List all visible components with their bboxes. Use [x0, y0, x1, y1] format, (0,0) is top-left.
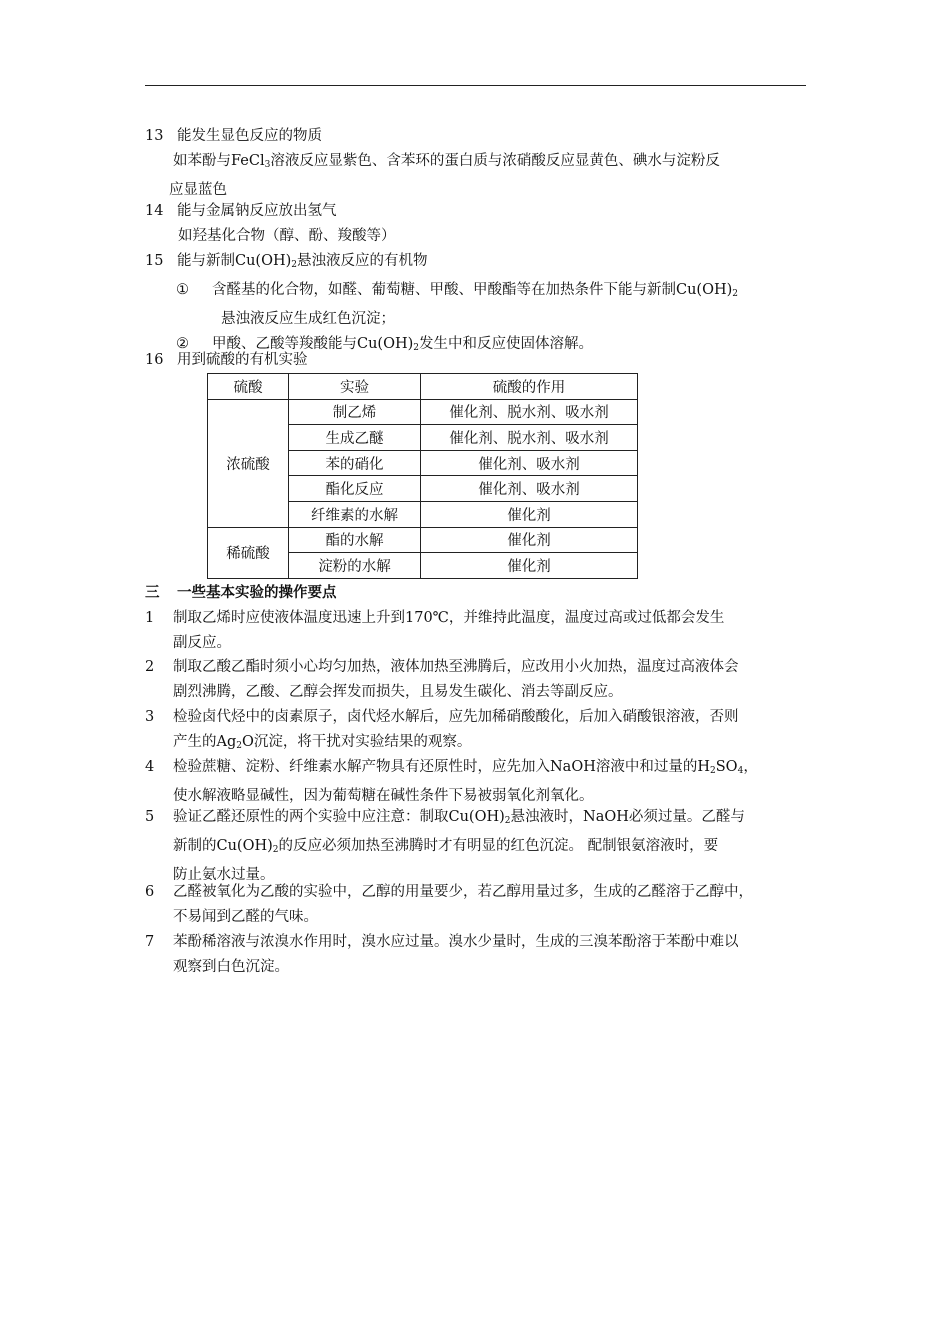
item-text: 新制的Cu(OH): [173, 838, 273, 854]
table-cell: 制乙烯: [289, 399, 421, 425]
op-item-6: [145, 880, 817, 930]
item-title: 悬浊液反应的有机物: [297, 253, 428, 269]
column-header: 硫酸的作用: [421, 374, 638, 400]
op-item-5: [145, 805, 817, 888]
subscript: 3: [264, 160, 271, 170]
table-cell: 催化剂、吸水剂: [421, 450, 638, 476]
table-cell: 催化剂、吸水剂: [421, 476, 638, 502]
item-number: 5: [145, 809, 155, 825]
item-text: 验证乙醛还原性的两个实验中应注意：制取Cu(OH): [173, 809, 505, 825]
item-text: ，: [743, 759, 758, 775]
subscript: 2: [732, 289, 739, 299]
table-header-row: [208, 374, 638, 400]
table-cell: 酯的水解: [289, 527, 421, 553]
item-13: [145, 124, 815, 203]
item-title: 能与新制Cu(OH): [177, 253, 292, 269]
item-number: 16: [145, 352, 164, 368]
item-text: 剧烈沸腾，乙酸、乙醇会挥发而损失，且易发生碳化、消去等副反应。: [173, 684, 623, 700]
column-header: 实验: [289, 374, 421, 400]
item-text: SO: [715, 759, 738, 775]
section-number: 三: [145, 584, 160, 601]
item-text: 如羟基化合物（醇、酚、羧酸等）: [178, 228, 396, 244]
subscript: 2: [413, 343, 420, 353]
item-text: 观察到白色沉淀。: [173, 959, 289, 975]
item-text: 使水解液略显碱性，因为葡萄糖在碱性条件下易被弱氧化剂氧化。: [173, 788, 594, 804]
item-15: [145, 249, 815, 361]
table-cell: 淀粉的水解: [289, 553, 421, 579]
item-text: 检验蔗糖、淀粉、纤维素水解产物具有还原性时，应先加入NaOH溶液中和过量的H: [173, 759, 711, 775]
sulfuric-acid-table: [207, 373, 638, 579]
item-text: 苯酚稀溶液与浓溴水作用时，溴水应过量。溴水少量时，生成的三溴苯酚溶于苯酚中难以: [173, 934, 739, 950]
op-item-1: [145, 606, 817, 656]
table-row: [208, 527, 638, 553]
subscript: 2: [710, 766, 716, 776]
group-cell-dilute: 稀硫酸: [208, 527, 289, 578]
item-text: 发生中和反应使固体溶解。: [419, 336, 594, 352]
subscript: 4: [737, 766, 744, 776]
item-text: 防止氨水过量。: [173, 867, 275, 883]
item-text: 如苯酚与FeCl: [173, 153, 265, 169]
item-number: 7: [145, 934, 155, 950]
circled-number: ②: [176, 336, 189, 352]
item-number: 4: [145, 759, 155, 775]
item-title: 用到硫酸的有机实验: [177, 352, 308, 368]
table-cell: 催化剂、脱水剂、吸水剂: [421, 425, 638, 451]
table-cell: 生成乙醚: [289, 425, 421, 451]
item-text: 产生的Ag: [173, 734, 237, 750]
table-cell: 催化剂、脱水剂、吸水剂: [421, 399, 638, 425]
item-text: 制取乙烯时应使液体温度迅速上升到170℃，并维持此温度，温度过高或过低都会发生: [173, 610, 725, 626]
section-title: 一些基本实验的操作要点: [177, 584, 337, 601]
subscript: 2: [272, 845, 279, 855]
item-number: 14: [145, 203, 164, 219]
item-text: 乙醛被氧化为乙酸的实验中，乙醇的用量要少，若乙醇用量过多，生成的乙醛溶于乙醇中，: [173, 884, 753, 900]
table-row: [208, 399, 638, 425]
section-heading: [145, 580, 815, 605]
item-number: 1: [145, 610, 155, 626]
item-text: 含醛基的化合物，如醛、葡萄糖、甲酸、甲酸酯等在加热条件下能与新制Cu(OH): [212, 282, 733, 298]
item-text: 悬浊液时，NaOH必须过量。乙醛与: [510, 809, 745, 825]
item-text: 应显蓝色: [169, 182, 227, 198]
item-title: 能与金属钠反应放出氢气: [177, 203, 337, 219]
item-16: [145, 348, 815, 373]
item-number: 13: [145, 128, 164, 144]
item-text: 的反应必须加热至沸腾时才有明显的红色沉淀。 配制银氨溶液时，要: [278, 838, 719, 854]
item-text: 悬浊液反应生成红色沉淀；: [221, 311, 395, 327]
group-cell-concentrated: 浓硫酸: [208, 399, 289, 527]
item-number: 3: [145, 709, 155, 725]
item-14: [145, 199, 815, 249]
item-text: 甲酸、乙酸等羧酸能与Cu(OH): [212, 336, 414, 352]
item-number: 2: [145, 659, 155, 675]
item-title: 能发生显色反应的物质: [177, 128, 322, 144]
op-item-4: [145, 755, 817, 809]
subscript: 2: [504, 816, 511, 826]
item-text: O沉淀，将干扰对实验结果的观察。: [242, 734, 472, 750]
item-text: 制取乙酸乙酯时须小心均匀加热，液体加热至沸腾后，应改用小火加热，温度过高液体会: [173, 659, 739, 675]
table-cell: 催化剂: [421, 553, 638, 579]
circled-number: ①: [176, 282, 189, 298]
table-cell: 纤维素的水解: [289, 501, 421, 527]
subscript: 2: [236, 741, 242, 751]
item-text: 不易闻到乙醛的气味。: [173, 909, 318, 925]
table-cell: 催化剂: [421, 527, 638, 553]
op-item-2: [145, 655, 817, 705]
column-header: 硫酸: [208, 374, 289, 400]
op-item-3: [145, 705, 817, 759]
item-text: 溶液反应显紫色、含苯环的蛋白质与浓硝酸反应显黄色、碘水与淀粉反: [270, 153, 720, 169]
table-cell: 催化剂: [421, 501, 638, 527]
table-cell: 酯化反应: [289, 476, 421, 502]
item-text: 副反应。: [173, 635, 231, 651]
item-number: 6: [145, 884, 155, 900]
op-item-7: [145, 930, 817, 980]
subscript: 2: [291, 260, 298, 270]
table-cell: 苯的硝化: [289, 450, 421, 476]
header-rule: [145, 85, 806, 86]
item-text: 检验卤代烃中的卤素原子，卤代烃水解后，应先加稀硝酸酸化，后加入硝酸银溶液，否则: [173, 709, 739, 725]
item-number: 15: [145, 253, 164, 269]
